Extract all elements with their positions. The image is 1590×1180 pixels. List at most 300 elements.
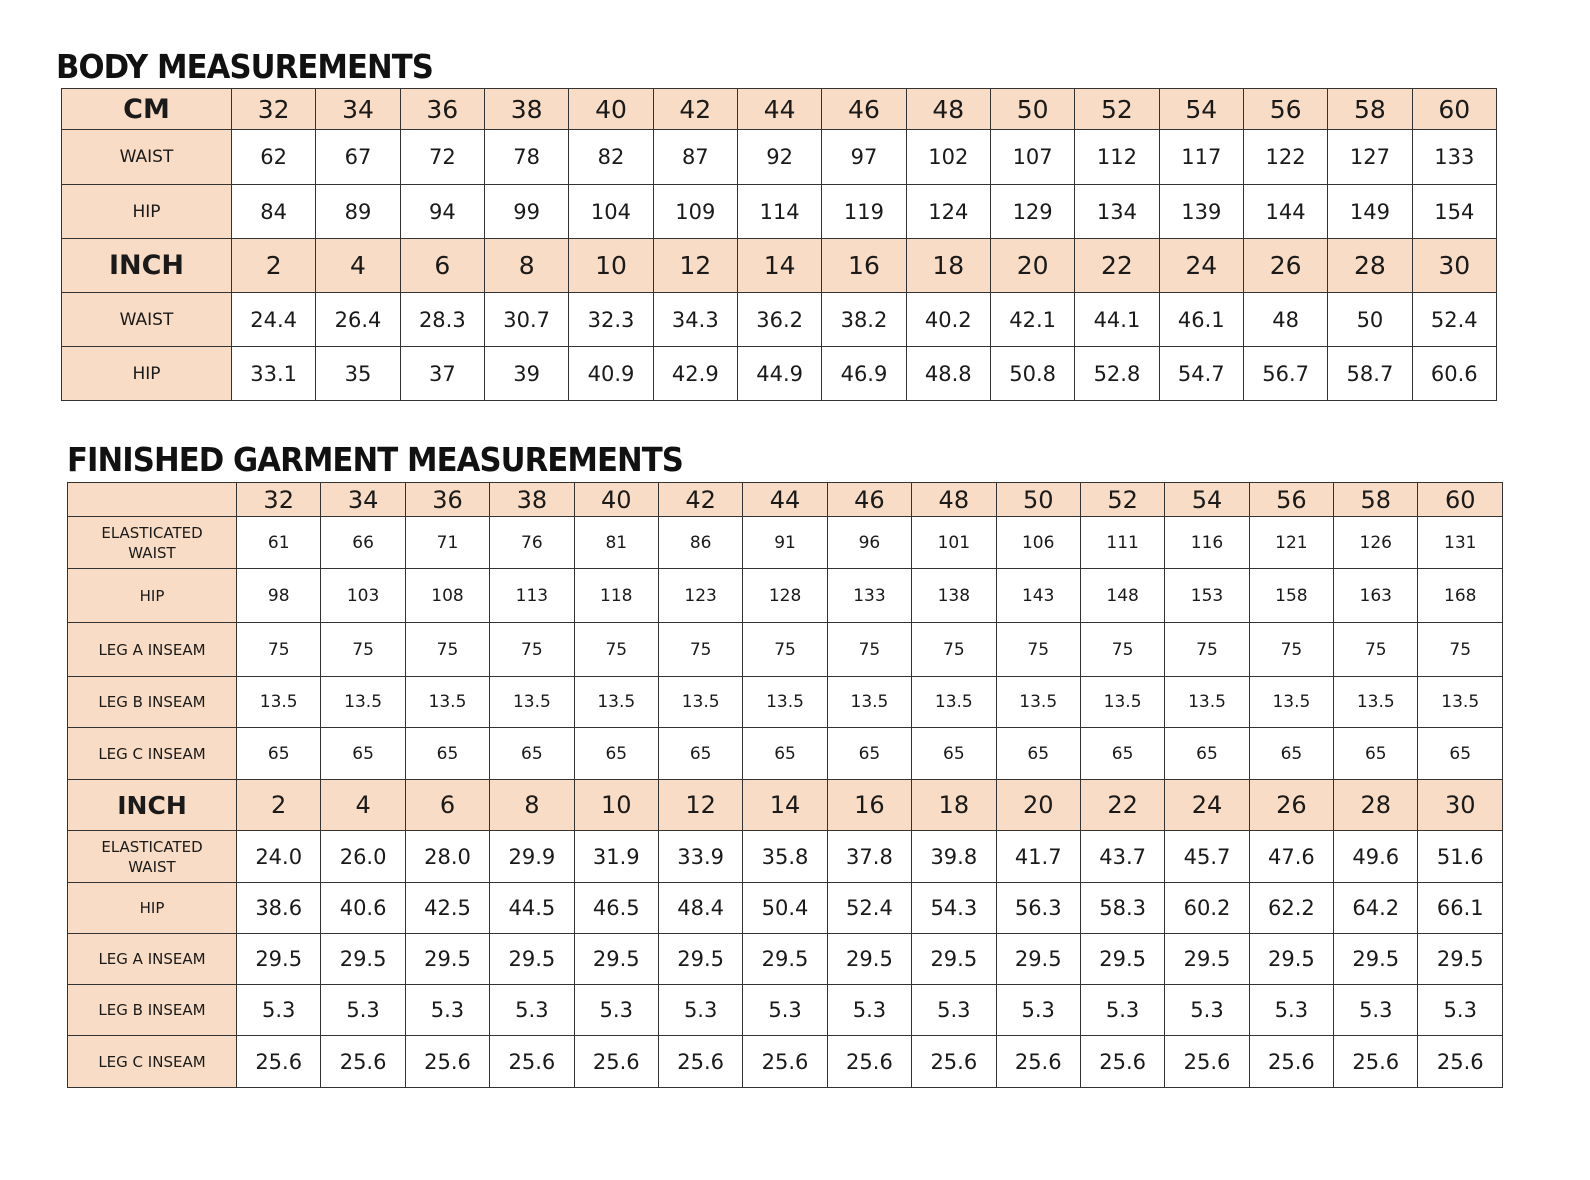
measurement-cell: 75 bbox=[574, 623, 658, 677]
measurement-cell: 133 bbox=[827, 569, 911, 623]
measurement-cell: 48 bbox=[1243, 293, 1327, 347]
measurement-cell: 29.5 bbox=[490, 934, 574, 985]
size-header-cell: 42 bbox=[658, 483, 742, 517]
measurement-cell: 66.1 bbox=[1418, 883, 1503, 934]
table-row bbox=[62, 130, 1497, 185]
measurement-cell: 29.5 bbox=[743, 934, 827, 985]
measurement-cell: 29.5 bbox=[1249, 934, 1333, 985]
measurement-cell: 56.3 bbox=[996, 883, 1080, 934]
measurement-cell: 29.5 bbox=[237, 934, 321, 985]
measurement-cell: 26.4 bbox=[316, 293, 400, 347]
measurement-cell: 65 bbox=[321, 728, 405, 780]
measurement-cell: 45.7 bbox=[1165, 831, 1249, 883]
measurement-cell: 54.7 bbox=[1159, 347, 1243, 401]
size-header-cell: 38 bbox=[490, 483, 574, 517]
measurement-cell: 13.5 bbox=[321, 677, 405, 728]
measurement-cell: 65 bbox=[574, 728, 658, 780]
measurement-cell: 65 bbox=[405, 728, 489, 780]
measurement-cell: 62 bbox=[232, 130, 316, 185]
measurement-cell: 127 bbox=[1328, 130, 1412, 185]
row-label-leg-c-inseam: LEG C INSEAM bbox=[68, 1036, 237, 1088]
measurement-cell: 44.1 bbox=[1075, 293, 1159, 347]
measurement-cell: 99 bbox=[484, 185, 568, 239]
measurement-cell: 13.5 bbox=[1334, 677, 1418, 728]
row-label-elasticated-waist: ELASTICATED WAIST bbox=[68, 517, 237, 569]
measurement-cell: 5.3 bbox=[1080, 985, 1164, 1036]
table-row bbox=[62, 185, 1497, 239]
row-label-leg-a-inseam: LEG A INSEAM bbox=[68, 623, 237, 677]
size-header-cell: 60 bbox=[1412, 89, 1496, 130]
measurement-cell: 86 bbox=[658, 517, 742, 569]
measurement-cell: 29.5 bbox=[996, 934, 1080, 985]
size-header-cell: 34 bbox=[321, 483, 405, 517]
measurement-cell: 168 bbox=[1418, 569, 1503, 623]
measurement-cell: 109 bbox=[653, 185, 737, 239]
size-header-cell: 58 bbox=[1328, 89, 1412, 130]
measurement-cell: 65 bbox=[827, 728, 911, 780]
measurement-cell: 60.2 bbox=[1165, 883, 1249, 934]
measurement-cell: 75 bbox=[405, 623, 489, 677]
table-row bbox=[68, 517, 1503, 569]
row-label-inch: INCH bbox=[62, 239, 232, 293]
size-header-cell: 56 bbox=[1243, 89, 1327, 130]
size-header-cell: 44 bbox=[743, 483, 827, 517]
row-label-cm: CM bbox=[62, 89, 232, 130]
size-header-cell: 16 bbox=[822, 239, 906, 293]
measurement-cell: 102 bbox=[906, 130, 990, 185]
size-header-cell: 58 bbox=[1334, 483, 1418, 517]
measurement-cell: 5.3 bbox=[1334, 985, 1418, 1036]
measurement-cell: 62.2 bbox=[1249, 883, 1333, 934]
measurement-cell: 5.3 bbox=[743, 985, 827, 1036]
size-header-cell: 52 bbox=[1075, 89, 1159, 130]
size-header-cell: 46 bbox=[822, 89, 906, 130]
size-header-cell: 32 bbox=[237, 483, 321, 517]
measurement-cell: 44.5 bbox=[490, 883, 574, 934]
measurement-cell: 66 bbox=[321, 517, 405, 569]
measurement-cell: 144 bbox=[1243, 185, 1327, 239]
measurement-cell: 29.5 bbox=[574, 934, 658, 985]
measurement-cell: 134 bbox=[1075, 185, 1159, 239]
measurement-cell: 37 bbox=[400, 347, 484, 401]
measurement-cell: 75 bbox=[1418, 623, 1503, 677]
measurement-cell: 25.6 bbox=[1165, 1036, 1249, 1088]
measurement-cell: 104 bbox=[569, 185, 653, 239]
size-header-cell: 10 bbox=[574, 780, 658, 831]
size-header-cell: 2 bbox=[232, 239, 316, 293]
measurement-cell: 76 bbox=[490, 517, 574, 569]
size-header-cell: 10 bbox=[569, 239, 653, 293]
measurement-cell: 97 bbox=[822, 130, 906, 185]
table-row bbox=[68, 623, 1503, 677]
measurement-cell: 138 bbox=[912, 569, 996, 623]
size-header-cell: 36 bbox=[405, 483, 489, 517]
measurement-cell: 75 bbox=[996, 623, 1080, 677]
size-header-cell: 6 bbox=[405, 780, 489, 831]
measurement-cell: 148 bbox=[1080, 569, 1164, 623]
measurement-cell: 24.4 bbox=[232, 293, 316, 347]
measurement-cell: 49.6 bbox=[1334, 831, 1418, 883]
measurement-cell: 29.5 bbox=[658, 934, 742, 985]
row-label-leg-a-inseam: LEG A INSEAM bbox=[68, 934, 237, 985]
measurement-cell: 65 bbox=[490, 728, 574, 780]
measurement-cell: 5.3 bbox=[1165, 985, 1249, 1036]
body-measurements-table bbox=[61, 88, 1497, 401]
measurement-cell: 25.6 bbox=[912, 1036, 996, 1088]
measurement-cell: 25.6 bbox=[574, 1036, 658, 1088]
measurement-cell: 5.3 bbox=[405, 985, 489, 1036]
measurement-cell: 43.7 bbox=[1080, 831, 1164, 883]
measurement-cell: 13.5 bbox=[1165, 677, 1249, 728]
measurement-cell: 13.5 bbox=[574, 677, 658, 728]
measurement-cell: 37.8 bbox=[827, 831, 911, 883]
measurement-cell: 91 bbox=[743, 517, 827, 569]
size-header-cell: 48 bbox=[906, 89, 990, 130]
measurement-cell: 48.8 bbox=[906, 347, 990, 401]
measurement-cell: 13.5 bbox=[658, 677, 742, 728]
measurement-cell: 40.9 bbox=[569, 347, 653, 401]
header-row bbox=[62, 239, 1497, 293]
measurement-cell: 38.2 bbox=[822, 293, 906, 347]
size-header-cell: 18 bbox=[906, 239, 990, 293]
measurement-cell: 46.9 bbox=[822, 347, 906, 401]
measurement-cell: 129 bbox=[990, 185, 1074, 239]
size-header-cell: 40 bbox=[569, 89, 653, 130]
measurement-cell: 163 bbox=[1334, 569, 1418, 623]
measurement-cell: 33.1 bbox=[232, 347, 316, 401]
measurement-cell: 13.5 bbox=[912, 677, 996, 728]
measurement-cell: 25.6 bbox=[490, 1036, 574, 1088]
measurement-cell: 111 bbox=[1080, 517, 1164, 569]
size-header-cell: 24 bbox=[1165, 780, 1249, 831]
measurement-cell: 126 bbox=[1334, 517, 1418, 569]
size-header-cell: 50 bbox=[990, 89, 1074, 130]
measurement-cell: 116 bbox=[1165, 517, 1249, 569]
row-label-leg-b-inseam: LEG B INSEAM bbox=[68, 677, 237, 728]
measurement-cell: 25.6 bbox=[1418, 1036, 1503, 1088]
measurement-cell: 124 bbox=[906, 185, 990, 239]
measurement-cell: 75 bbox=[743, 623, 827, 677]
size-header-cell: 18 bbox=[912, 780, 996, 831]
measurement-cell: 65 bbox=[1165, 728, 1249, 780]
size-header-cell: 44 bbox=[737, 89, 821, 130]
measurement-cell: 24.0 bbox=[237, 831, 321, 883]
measurement-cell: 117 bbox=[1159, 130, 1243, 185]
measurement-cell: 32.3 bbox=[569, 293, 653, 347]
header-row bbox=[62, 89, 1497, 130]
size-header-cell: 6 bbox=[400, 239, 484, 293]
measurement-cell: 29.5 bbox=[827, 934, 911, 985]
size-header-cell: 34 bbox=[316, 89, 400, 130]
measurement-cell: 89 bbox=[316, 185, 400, 239]
measurement-cell: 65 bbox=[996, 728, 1080, 780]
measurement-cell: 25.6 bbox=[743, 1036, 827, 1088]
size-header-cell: 52 bbox=[1080, 483, 1164, 517]
measurement-cell: 106 bbox=[996, 517, 1080, 569]
measurement-cell: 51.6 bbox=[1418, 831, 1503, 883]
measurement-cell: 35 bbox=[316, 347, 400, 401]
table-row bbox=[68, 728, 1503, 780]
measurement-cell: 25.6 bbox=[996, 1036, 1080, 1088]
size-header-cell: 36 bbox=[400, 89, 484, 130]
measurement-cell: 31.9 bbox=[574, 831, 658, 883]
measurement-cell: 50.4 bbox=[743, 883, 827, 934]
measurement-cell: 29.5 bbox=[1080, 934, 1164, 985]
measurement-cell: 82 bbox=[569, 130, 653, 185]
measurement-cell: 75 bbox=[1080, 623, 1164, 677]
row-label-hip: HIP bbox=[68, 883, 237, 934]
measurement-cell: 5.3 bbox=[912, 985, 996, 1036]
measurement-cell: 13.5 bbox=[405, 677, 489, 728]
measurement-cell: 5.3 bbox=[574, 985, 658, 1036]
measurement-cell: 13.5 bbox=[996, 677, 1080, 728]
row-label-hip: HIP bbox=[62, 347, 232, 401]
measurement-cell: 61 bbox=[237, 517, 321, 569]
measurement-cell: 5.3 bbox=[321, 985, 405, 1036]
size-header-cell: 30 bbox=[1412, 239, 1496, 293]
measurement-cell: 5.3 bbox=[490, 985, 574, 1036]
measurement-cell: 28.3 bbox=[400, 293, 484, 347]
measurement-cell: 29.5 bbox=[1334, 934, 1418, 985]
measurement-cell: 75 bbox=[912, 623, 996, 677]
size-header-cell: 50 bbox=[996, 483, 1080, 517]
measurement-cell: 42.9 bbox=[653, 347, 737, 401]
measurement-cell: 98 bbox=[237, 569, 321, 623]
measurement-cell: 75 bbox=[1334, 623, 1418, 677]
measurement-cell: 65 bbox=[658, 728, 742, 780]
measurement-cell: 5.3 bbox=[237, 985, 321, 1036]
row-label-hip: HIP bbox=[68, 569, 237, 623]
size-header-cell: 38 bbox=[484, 89, 568, 130]
size-header-cell: 28 bbox=[1328, 239, 1412, 293]
header-row bbox=[68, 483, 1503, 517]
corner-cell bbox=[68, 483, 237, 517]
measurement-cell: 64.2 bbox=[1334, 883, 1418, 934]
measurement-cell: 50 bbox=[1328, 293, 1412, 347]
measurement-cell: 35.8 bbox=[743, 831, 827, 883]
size-header-cell: 4 bbox=[316, 239, 400, 293]
measurement-cell: 25.6 bbox=[1334, 1036, 1418, 1088]
table-row bbox=[68, 883, 1503, 934]
measurement-cell: 5.3 bbox=[658, 985, 742, 1036]
measurement-cell: 42.5 bbox=[405, 883, 489, 934]
measurement-cell: 107 bbox=[990, 130, 1074, 185]
measurement-cell: 65 bbox=[743, 728, 827, 780]
measurement-cell: 25.6 bbox=[827, 1036, 911, 1088]
measurement-cell: 13.5 bbox=[237, 677, 321, 728]
measurement-cell: 41.7 bbox=[996, 831, 1080, 883]
size-header-cell: 32 bbox=[232, 89, 316, 130]
row-label-elasticated-waist: ELASTICATED WAIST bbox=[68, 831, 237, 883]
measurement-cell: 123 bbox=[658, 569, 742, 623]
measurement-cell: 13.5 bbox=[490, 677, 574, 728]
measurement-cell: 121 bbox=[1249, 517, 1333, 569]
measurement-cell: 52.4 bbox=[827, 883, 911, 934]
measurement-cell: 65 bbox=[1418, 728, 1503, 780]
measurement-cell: 25.6 bbox=[405, 1036, 489, 1088]
measurement-cell: 29.5 bbox=[405, 934, 489, 985]
measurement-cell: 108 bbox=[405, 569, 489, 623]
size-header-cell: 4 bbox=[321, 780, 405, 831]
measurement-cell: 65 bbox=[1080, 728, 1164, 780]
measurement-cell: 75 bbox=[827, 623, 911, 677]
measurement-cell: 103 bbox=[321, 569, 405, 623]
measurement-cell: 13.5 bbox=[1080, 677, 1164, 728]
measurement-cell: 50.8 bbox=[990, 347, 1074, 401]
size-header-cell: 28 bbox=[1334, 780, 1418, 831]
body-measurements-title: BODY MEASUREMENTS bbox=[56, 47, 433, 86]
measurement-cell: 133 bbox=[1412, 130, 1496, 185]
measurement-cell: 29.5 bbox=[1418, 934, 1503, 985]
size-header-cell: 22 bbox=[1080, 780, 1164, 831]
measurement-cell: 58.7 bbox=[1328, 347, 1412, 401]
measurement-cell: 40.2 bbox=[906, 293, 990, 347]
row-label-inch: INCH bbox=[68, 780, 237, 831]
measurement-cell: 75 bbox=[1165, 623, 1249, 677]
measurement-cell: 46.1 bbox=[1159, 293, 1243, 347]
measurement-cell: 75 bbox=[237, 623, 321, 677]
measurement-cell: 139 bbox=[1159, 185, 1243, 239]
measurement-cell: 143 bbox=[996, 569, 1080, 623]
table-row bbox=[68, 985, 1503, 1036]
measurement-cell: 56.7 bbox=[1243, 347, 1327, 401]
measurement-cell: 58.3 bbox=[1080, 883, 1164, 934]
table-row bbox=[68, 677, 1503, 728]
measurement-cell: 25.6 bbox=[1249, 1036, 1333, 1088]
measurement-cell: 149 bbox=[1328, 185, 1412, 239]
measurement-cell: 38.6 bbox=[237, 883, 321, 934]
measurement-cell: 119 bbox=[822, 185, 906, 239]
measurement-cell: 13.5 bbox=[1418, 677, 1503, 728]
size-header-cell: 20 bbox=[996, 780, 1080, 831]
size-header-cell: 24 bbox=[1159, 239, 1243, 293]
size-header-cell: 12 bbox=[653, 239, 737, 293]
measurement-cell: 87 bbox=[653, 130, 737, 185]
table-row bbox=[68, 1036, 1503, 1088]
row-label-leg-b-inseam: LEG B INSEAM bbox=[68, 985, 237, 1036]
table-row bbox=[62, 347, 1497, 401]
header-row bbox=[68, 780, 1503, 831]
measurement-cell: 33.9 bbox=[658, 831, 742, 883]
measurement-cell: 5.3 bbox=[996, 985, 1080, 1036]
size-header-cell: 40 bbox=[574, 483, 658, 517]
size-header-cell: 54 bbox=[1165, 483, 1249, 517]
measurement-cell: 75 bbox=[1249, 623, 1333, 677]
measurement-cell: 52.4 bbox=[1412, 293, 1496, 347]
measurement-cell: 75 bbox=[658, 623, 742, 677]
row-label-hip: HIP bbox=[62, 185, 232, 239]
measurement-cell: 25.6 bbox=[658, 1036, 742, 1088]
size-header-cell: 48 bbox=[912, 483, 996, 517]
measurement-cell: 154 bbox=[1412, 185, 1496, 239]
measurement-cell: 122 bbox=[1243, 130, 1327, 185]
size-header-cell: 2 bbox=[237, 780, 321, 831]
measurement-cell: 65 bbox=[912, 728, 996, 780]
measurement-cell: 54.3 bbox=[912, 883, 996, 934]
measurement-cell: 36.2 bbox=[737, 293, 821, 347]
size-header-cell: 20 bbox=[990, 239, 1074, 293]
finished-garment-title: FINISHED GARMENT MEASUREMENTS bbox=[67, 440, 683, 479]
measurement-cell: 13.5 bbox=[1249, 677, 1333, 728]
measurement-cell: 101 bbox=[912, 517, 996, 569]
measurement-cell: 65 bbox=[237, 728, 321, 780]
measurement-cell: 94 bbox=[400, 185, 484, 239]
measurement-cell: 65 bbox=[1249, 728, 1333, 780]
measurement-cell: 84 bbox=[232, 185, 316, 239]
size-header-cell: 16 bbox=[827, 780, 911, 831]
measurement-cell: 29.5 bbox=[912, 934, 996, 985]
size-header-cell: 30 bbox=[1418, 780, 1503, 831]
table-row bbox=[62, 293, 1497, 347]
measurement-cell: 75 bbox=[321, 623, 405, 677]
measurement-cell: 25.6 bbox=[1080, 1036, 1164, 1088]
measurement-cell: 5.3 bbox=[827, 985, 911, 1036]
size-header-cell: 56 bbox=[1249, 483, 1333, 517]
measurement-cell: 78 bbox=[484, 130, 568, 185]
size-header-cell: 14 bbox=[743, 780, 827, 831]
measurement-cell: 112 bbox=[1075, 130, 1159, 185]
measurement-cell: 48.4 bbox=[658, 883, 742, 934]
row-label-leg-c-inseam: LEG C INSEAM bbox=[68, 728, 237, 780]
measurement-cell: 25.6 bbox=[321, 1036, 405, 1088]
measurement-cell: 28.0 bbox=[405, 831, 489, 883]
measurement-cell: 65 bbox=[1334, 728, 1418, 780]
measurement-cell: 92 bbox=[737, 130, 821, 185]
size-header-cell: 8 bbox=[490, 780, 574, 831]
measurement-cell: 39.8 bbox=[912, 831, 996, 883]
measurement-cell: 75 bbox=[490, 623, 574, 677]
measurement-cell: 128 bbox=[743, 569, 827, 623]
measurement-cell: 13.5 bbox=[827, 677, 911, 728]
size-header-cell: 60 bbox=[1418, 483, 1503, 517]
measurement-cell: 153 bbox=[1165, 569, 1249, 623]
measurement-cell: 81 bbox=[574, 517, 658, 569]
measurement-cell: 30.7 bbox=[484, 293, 568, 347]
row-label-waist: WAIST bbox=[62, 293, 232, 347]
measurement-cell: 60.6 bbox=[1412, 347, 1496, 401]
measurement-cell: 5.3 bbox=[1249, 985, 1333, 1036]
size-header-cell: 26 bbox=[1243, 239, 1327, 293]
measurement-cell: 29.9 bbox=[490, 831, 574, 883]
measurement-cell: 25.6 bbox=[237, 1036, 321, 1088]
measurement-cell: 72 bbox=[400, 130, 484, 185]
size-header-cell: 54 bbox=[1159, 89, 1243, 130]
measurement-cell: 5.3 bbox=[1418, 985, 1503, 1036]
measurement-cell: 113 bbox=[490, 569, 574, 623]
measurement-cell: 40.6 bbox=[321, 883, 405, 934]
finished-garment-table bbox=[67, 482, 1503, 1088]
size-header-cell: 42 bbox=[653, 89, 737, 130]
measurement-cell: 42.1 bbox=[990, 293, 1074, 347]
measurement-cell: 44.9 bbox=[737, 347, 821, 401]
size-header-cell: 26 bbox=[1249, 780, 1333, 831]
row-label-waist: WAIST bbox=[62, 130, 232, 185]
measurement-cell: 158 bbox=[1249, 569, 1333, 623]
size-header-cell: 14 bbox=[737, 239, 821, 293]
measurement-cell: 67 bbox=[316, 130, 400, 185]
measurement-cell: 29.5 bbox=[1165, 934, 1249, 985]
measurement-cell: 39 bbox=[484, 347, 568, 401]
measurement-cell: 131 bbox=[1418, 517, 1503, 569]
size-header-cell: 8 bbox=[484, 239, 568, 293]
measurement-cell: 96 bbox=[827, 517, 911, 569]
measurement-cell: 47.6 bbox=[1249, 831, 1333, 883]
table-row bbox=[68, 569, 1503, 623]
measurement-cell: 114 bbox=[737, 185, 821, 239]
measurement-cell: 34.3 bbox=[653, 293, 737, 347]
measurement-cell: 29.5 bbox=[321, 934, 405, 985]
measurement-cell: 118 bbox=[574, 569, 658, 623]
